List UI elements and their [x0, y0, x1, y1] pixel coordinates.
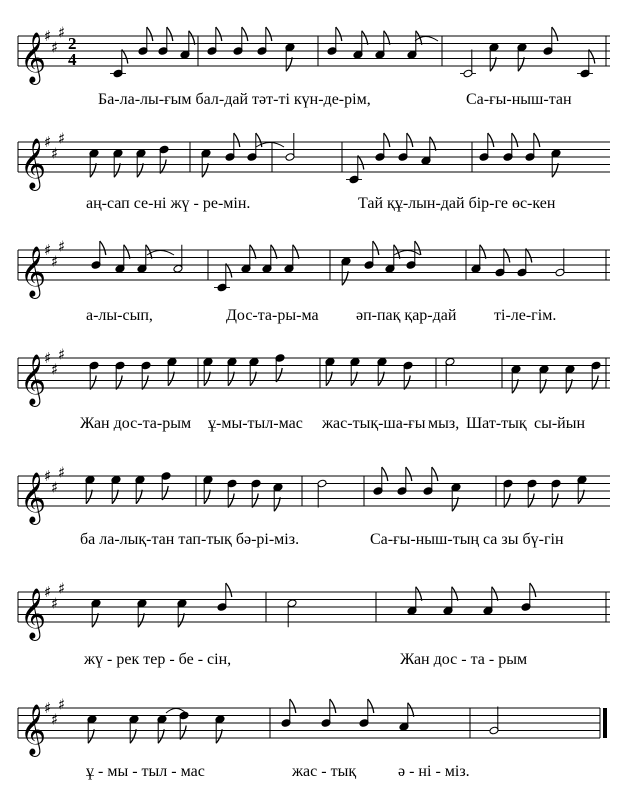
time-signature-bottom: 4	[68, 50, 77, 69]
note	[249, 357, 259, 385]
note	[377, 357, 387, 385]
note	[445, 357, 455, 385]
note	[177, 599, 187, 627]
sharp-icon: ♯	[58, 695, 66, 714]
sharp-icon: ♯	[51, 360, 59, 379]
note	[89, 149, 99, 177]
sharp-icon: ♯	[58, 23, 66, 42]
note	[227, 357, 237, 385]
lyric-line-3d: ті-ле-гім.	[494, 307, 557, 324]
note	[251, 479, 261, 507]
sharp-icon: ♯	[58, 579, 66, 598]
note	[167, 357, 177, 385]
note	[91, 599, 101, 627]
note	[159, 145, 169, 173]
sharp-icon: ♯	[51, 710, 59, 729]
lyric-line-2b: Тай құ-лын-дай бір-ге өс-кен	[358, 195, 556, 212]
note	[350, 357, 360, 385]
note	[241, 245, 256, 273]
note	[110, 50, 128, 78]
note	[375, 31, 390, 59]
note	[341, 257, 351, 285]
note	[129, 715, 139, 743]
tie-slur	[256, 143, 284, 148]
time-signature-top: 2	[68, 34, 77, 53]
note	[489, 43, 499, 71]
sharp-icon: ♯	[44, 467, 52, 485]
lyric-line-7a: ұ - мы - тыл - мас	[86, 763, 205, 780]
note	[275, 354, 285, 382]
sharp-icon: ♯	[44, 699, 52, 717]
lyric-line-4e: Шат-тық	[466, 415, 527, 432]
note	[511, 365, 521, 393]
note	[135, 475, 145, 503]
lyric-line-5a: ба ла-лық-тан тап-тық бә-рі-міз.	[80, 531, 300, 548]
sharp-icon: ♯	[58, 345, 66, 364]
note	[285, 133, 295, 161]
note	[141, 361, 151, 389]
note	[287, 599, 297, 627]
staff-system-3	[18, 237, 610, 299]
lyric-line-4c: жас-тық-ша-ғы	[322, 415, 426, 432]
note	[284, 245, 299, 273]
sharp-icon: ♯	[58, 129, 66, 148]
note	[565, 365, 575, 393]
note	[179, 711, 189, 739]
lyric-line-2a: аң-сап се-ні жү - ре-мін.	[86, 195, 251, 212]
sharp-icon: ♯	[58, 463, 66, 482]
lyric-line-3a: а-лы-сып,	[86, 307, 153, 324]
note	[201, 149, 211, 177]
note	[161, 472, 171, 500]
lyric-line-4d: мыз,	[428, 415, 460, 432]
note	[353, 31, 368, 59]
lyric-line-7c: ә - ні - міз.	[398, 763, 470, 780]
note	[137, 599, 147, 627]
note	[215, 715, 225, 743]
sharp-icon: ♯	[51, 252, 59, 271]
note	[227, 479, 237, 507]
note	[385, 245, 400, 273]
note	[203, 357, 213, 385]
note	[421, 137, 436, 165]
lyric-line-4a: Жан дос-та-рым	[80, 415, 192, 432]
sharp-icon: ♯	[51, 478, 59, 497]
sharp-icon: ♯	[44, 241, 52, 259]
note	[489, 707, 499, 735]
sharp-icon: ♯	[58, 237, 66, 256]
treble-clef-icon: 𝄞	[20, 704, 47, 755]
note	[483, 587, 498, 615]
treble-clef-icon: 𝄞	[20, 246, 47, 297]
final-bar-line	[603, 708, 607, 738]
sharp-icon: ♯	[51, 144, 59, 163]
note	[577, 50, 595, 78]
note	[203, 475, 213, 503]
note	[157, 715, 167, 743]
note	[214, 264, 232, 292]
note	[407, 587, 422, 615]
note	[136, 149, 146, 177]
lyric-line-3c: әп-пақ қар-дай	[356, 307, 457, 324]
staff-system-1	[18, 23, 610, 85]
note	[111, 475, 121, 503]
treble-clef-icon: 𝄞	[20, 588, 47, 639]
lyric-line-4b: ұ-мы-тыл-мас	[208, 415, 303, 432]
note	[89, 361, 99, 389]
note	[173, 245, 183, 273]
lyric-line-7b: жас - тық	[292, 763, 357, 780]
treble-clef-icon: 𝄞	[20, 32, 47, 83]
note	[551, 479, 561, 507]
lyric-line-1b: Са-ғы-ныш-тан	[466, 91, 572, 108]
lyric-line-6b: Жан дос - та - рым	[400, 651, 528, 668]
note	[262, 245, 277, 273]
note	[407, 31, 422, 59]
note	[273, 483, 283, 511]
note	[399, 703, 414, 731]
staff-system-4	[18, 345, 610, 407]
sharp-icon: ♯	[44, 27, 52, 45]
note	[346, 156, 364, 184]
note	[115, 245, 130, 273]
note	[85, 475, 95, 503]
note	[517, 43, 527, 71]
lyric-line-3b: Дос-та-ры-ма	[226, 307, 319, 324]
note	[325, 357, 335, 385]
note	[527, 479, 537, 507]
lyric-line-6a: жү - рек тер - бе - сін,	[84, 651, 232, 668]
note	[539, 365, 549, 393]
note	[591, 361, 601, 389]
note	[115, 361, 125, 389]
note	[503, 479, 513, 507]
treble-clef-icon: 𝄞	[20, 472, 47, 523]
sharp-icon: ♯	[44, 583, 52, 601]
sharp-icon: ♯	[44, 133, 52, 151]
note	[471, 245, 486, 273]
staff-system-5	[18, 463, 610, 525]
treble-clef-icon: 𝄞	[20, 138, 47, 189]
note	[551, 149, 561, 177]
note	[577, 475, 587, 503]
staff-system-7	[18, 695, 607, 757]
note	[180, 31, 195, 59]
sharp-icon: ♯	[51, 38, 59, 57]
sharp-icon: ♯	[44, 349, 52, 367]
note	[113, 149, 123, 177]
tie-slur	[415, 37, 438, 42]
lyric-line-5b: Са-ғы-ныш-тың са зы бү-гін	[370, 531, 564, 548]
note	[317, 479, 327, 507]
lyric-line-1a: Ба-ла-лы-ғым бал-дай тәт-ті күн-де-рім,	[98, 91, 371, 108]
note	[87, 715, 97, 743]
note	[403, 361, 413, 389]
note	[285, 43, 295, 71]
treble-clef-icon: 𝄞	[20, 354, 47, 405]
sharp-icon: ♯	[51, 594, 59, 613]
note	[460, 50, 476, 78]
note	[443, 587, 458, 615]
note	[555, 249, 565, 277]
lyric-line-4f: сы-йын	[534, 415, 586, 432]
staff-system-6	[18, 579, 610, 641]
note	[137, 245, 152, 273]
staff-system-2	[18, 129, 610, 191]
note	[451, 483, 461, 511]
